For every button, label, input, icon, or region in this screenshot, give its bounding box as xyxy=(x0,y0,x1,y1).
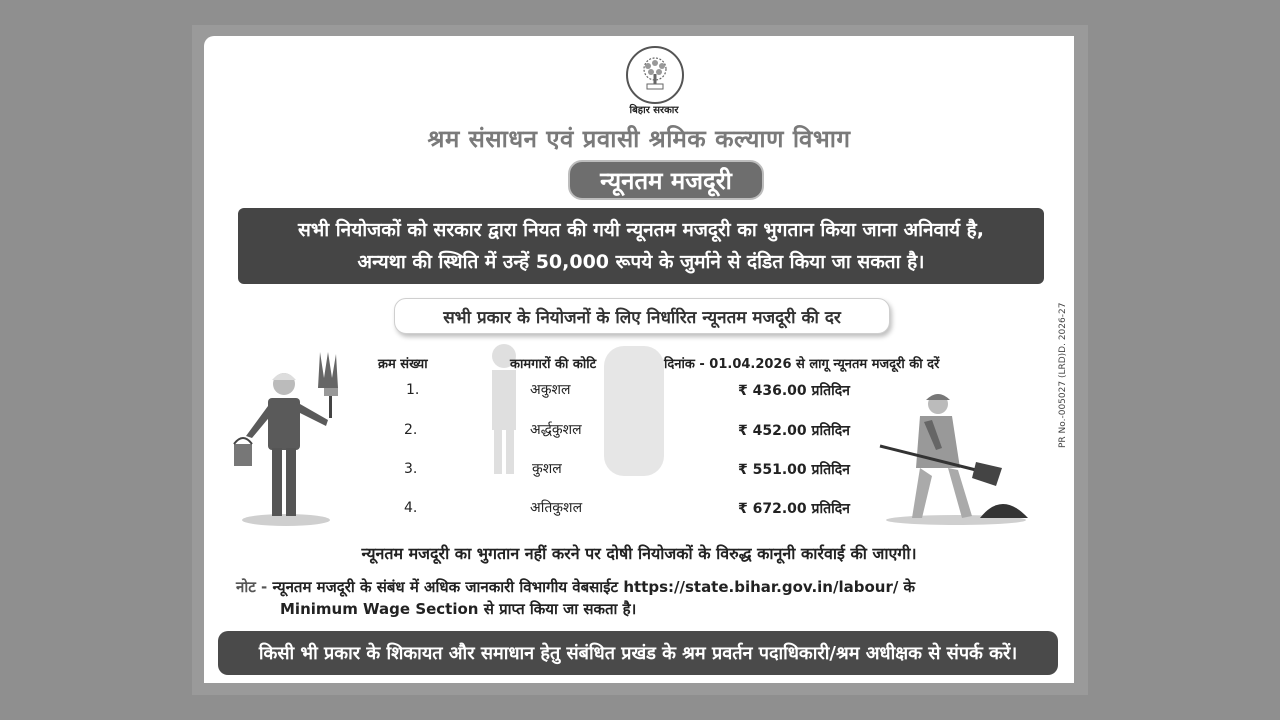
seal-caption: बिहार सरकार xyxy=(629,105,679,116)
painter-worker-illustration xyxy=(228,348,358,528)
warning-line-1: सभी नियोजकों को सरकार द्वारा नियत की गयी न्यूनतम मजदूरी का भुगतान किया जाना अनिवार्य है, xyxy=(298,219,984,241)
note-block xyxy=(236,576,1066,620)
column-header-category: कामगारों की कोटि xyxy=(510,357,597,372)
wage-table-heading: सभी प्रकार के नियोजनों के लिए निर्धारित न्यूनतम मजदूरी की दर xyxy=(394,298,890,334)
row-4-serial: 4. xyxy=(404,500,418,516)
row-2-serial: 2. xyxy=(404,422,418,438)
note-line-2: Minimum Wage Section से प्राप्त किया जा सकता है। xyxy=(280,600,637,618)
department-name: श्रम संसाधन एवं प्रवासी श्रमिक कल्याण विभाग xyxy=(427,125,851,153)
row-1-serial: 1. xyxy=(406,382,420,398)
warning-line-2: अन्यथा की स्थिति में उन्हें 50,000 रूपये के जुर्माने से दंडित किया जा सकता है। xyxy=(357,251,925,273)
digger-worker-illustration xyxy=(876,386,1036,526)
row-1-category: अकुशल xyxy=(530,382,571,398)
row-1-rate: ₹ 436.00 प्रतिदिन xyxy=(738,383,850,399)
pr-number: PR No.-005027 (LRD)D. 2026-27 xyxy=(1058,302,1068,448)
poster-title: न्यूनतम मजदूरी xyxy=(568,160,764,200)
column-header-rate: दिनांक - 01.04.2026 से लागू न्यूनतम मजदूरी की दरें xyxy=(664,357,940,372)
bihar-seal-logo xyxy=(626,46,684,104)
row-3-category: कुशल xyxy=(532,461,562,477)
row-3-serial: 3. xyxy=(404,461,418,477)
row-4-rate: ₹ 672.00 प्रतिदिन xyxy=(738,501,850,517)
bodhi-tree-icon xyxy=(634,54,676,96)
mandatory-payment-warning xyxy=(238,208,1044,284)
row-4-category: अतिकुशल xyxy=(530,500,583,516)
legal-action-notice: न्यूनतम मजदूरी का भुगतान नहीं करने पर दोषी नियोजकों के विरुद्ध कानूनी कार्रवाई की जाएगी। xyxy=(361,544,917,563)
note-label: नोट - xyxy=(236,578,268,596)
contact-banner: किसी भी प्रकार के शिकायत और समाधान हेतु संबंधित प्रखंड के श्रम प्रवर्तन पदाधिकारी/श्रम अधीक्षक से संपर्क करें। xyxy=(218,631,1058,675)
note-line-1: न्यूनतम मजदूरी के संबंध में अधिक जानकारी विभागीय वेबसाईट https://state.bihar.gov.in/labour/ के xyxy=(272,578,916,596)
row-2-category: अर्द्धकुशल xyxy=(530,422,582,438)
row-3-rate: ₹ 551.00 प्रतिदिन xyxy=(738,462,850,478)
row-2-rate: ₹ 452.00 प्रतिदिन xyxy=(738,423,850,439)
minimum-wage-poster xyxy=(204,36,1074,683)
column-header-serial: क्रम संख्या xyxy=(378,357,428,372)
